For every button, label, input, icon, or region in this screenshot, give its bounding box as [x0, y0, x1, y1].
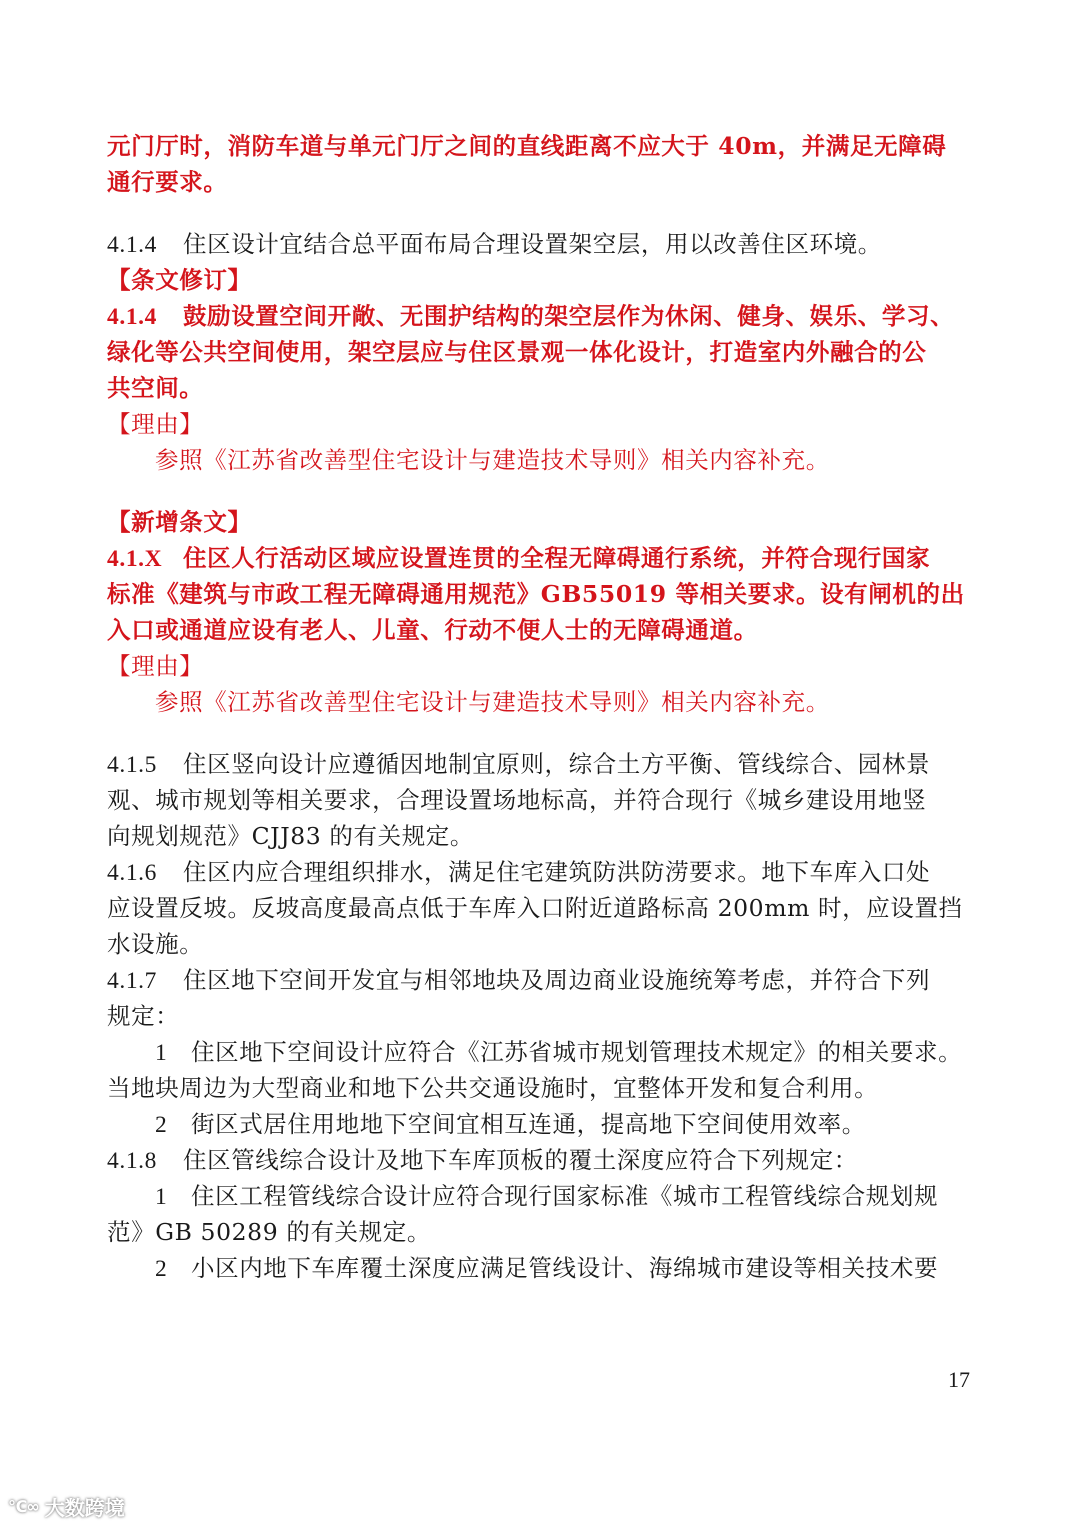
- watermark: [8, 1492, 125, 1521]
- clause-number: 4.1.4: [107, 304, 157, 330]
- new-clause-heading: 【新增条文】: [107, 508, 252, 536]
- sub-item-4-1-8-1: [107, 1178, 973, 1214]
- clause-text: 住区地下空间开发宜与相邻地块及周边商业设施统筹考虑，并符合下列: [183, 966, 931, 994]
- continued-text-line: 元门厅时，消防车道与单元门厅之间的直线距离不应大于 40m，并满足无障碍: [107, 132, 947, 160]
- clause-text-line: 观、城市规划等相关要求，合理设置场地标高，并符合现行《城乡建设用地竖: [107, 786, 927, 814]
- clause-text: 住区竖向设计应遵循因地制宜原则，综合土方平衡、管线综合、园林景: [183, 750, 931, 778]
- revision-heading: 【条文修订】: [107, 266, 252, 294]
- page-number: 17: [948, 1367, 970, 1392]
- sub-item-4-1-8-2: [107, 1250, 973, 1286]
- sub-item-number: 1: [155, 1184, 168, 1210]
- reason-heading: 【理由】: [107, 410, 204, 438]
- clause-text-line: 水设施。: [107, 930, 204, 958]
- clause-text-line: 标准《建筑与市政工程无障碍通用规范》GB55019 等相关要求。设有闸机的出: [107, 580, 965, 608]
- sub-item-4-1-7-1: [107, 1034, 973, 1070]
- clause-text-line: 入口或通道应设有老人、儿童、行动不便人士的无障碍通道。: [107, 616, 758, 644]
- clause-number: 4.1.7: [107, 968, 157, 994]
- watermark-text: 大数跨境: [44, 1496, 125, 1520]
- clause-text: 住区人行活动区域应设置连贯的全程无障碍通行系统，并符合现行国家: [183, 544, 931, 572]
- sub-item-text: 街区式居住用地地下空间宜相互连通，提高地下空间使用效率。: [191, 1110, 866, 1138]
- revised-clause-4-1-4: [107, 298, 973, 334]
- sub-item-4-1-7-2: [107, 1106, 973, 1142]
- clause-text: 住区管线综合设计及地下车库顶板的覆土深度应符合下列规定：: [183, 1146, 858, 1174]
- clause-number: 4.1.4: [107, 232, 157, 258]
- clause-4-1-4: [107, 226, 973, 262]
- clause-number: 4.1.X: [107, 546, 163, 572]
- document-page: [107, 128, 973, 1286]
- clause-text: 鼓励设置空间开敞、无围护结构的架空层作为休闲、健身、娱乐、学习、: [183, 302, 955, 330]
- clause-text-line: 范》GB 50289 的有关规定。: [107, 1218, 431, 1246]
- clause-text-line: 向规划规范》CJJ83 的有关规定。: [107, 822, 474, 850]
- watermark-logo-icon: ℃∞: [8, 1497, 39, 1516]
- sub-item-number: 2: [155, 1256, 168, 1282]
- clause-number: 4.1.8: [107, 1148, 157, 1174]
- clause-text-line: 绿化等公共空间使用，架空层应与住区景观一体化设计，打造室内外融合的公: [107, 338, 927, 366]
- sub-item-text: 小区内地下车库覆土深度应满足管线设计、海绵城市建设等相关技术要: [191, 1254, 939, 1282]
- clause-4-1-7: [107, 962, 973, 998]
- clause-4-1-6: [107, 854, 973, 890]
- clause-text-line: 规定：: [107, 1002, 180, 1030]
- sub-item-number: 2: [155, 1112, 168, 1138]
- clause-4-1-8: [107, 1142, 973, 1178]
- clause-text-line: 应设置反坡。反坡高度最高点低于车库入口附近道路标高 200mm 时，应设置挡: [107, 894, 963, 922]
- clause-number: 4.1.5: [107, 752, 157, 778]
- sub-item-text: 住区地下空间设计应符合《江苏省城市规划管理技术规定》的相关要求。: [191, 1038, 963, 1066]
- sub-item-number: 1: [155, 1040, 168, 1066]
- clause-number: 4.1.6: [107, 860, 157, 886]
- reason-heading: 【理由】: [107, 652, 204, 680]
- clause-text-line: 共空间。: [107, 374, 204, 402]
- sub-item-text: 住区工程管线综合设计应符合现行国家标准《城市工程管线综合规划规: [191, 1182, 939, 1210]
- new-clause-4-1-x: [107, 540, 973, 576]
- clause-text-line: 当地块周边为大型商业和地下公共交通设施时，宜整体开发和复合利用。: [107, 1074, 879, 1102]
- continued-text-line: 通行要求。: [107, 168, 228, 196]
- clause-text: 住区设计宜结合总平面布局合理设置架空层，用以改善住区环境。: [183, 230, 882, 258]
- clause-4-1-5: [107, 746, 973, 782]
- clause-text: 住区内应合理组织排水，满足住宅建筑防洪防涝要求。地下车库入口处: [183, 858, 931, 886]
- reason-text: 参照《江苏省改善型住宅设计与建造技术导则》相关内容补充。: [155, 446, 830, 474]
- reason-text: 参照《江苏省改善型住宅设计与建造技术导则》相关内容补充。: [155, 688, 830, 716]
